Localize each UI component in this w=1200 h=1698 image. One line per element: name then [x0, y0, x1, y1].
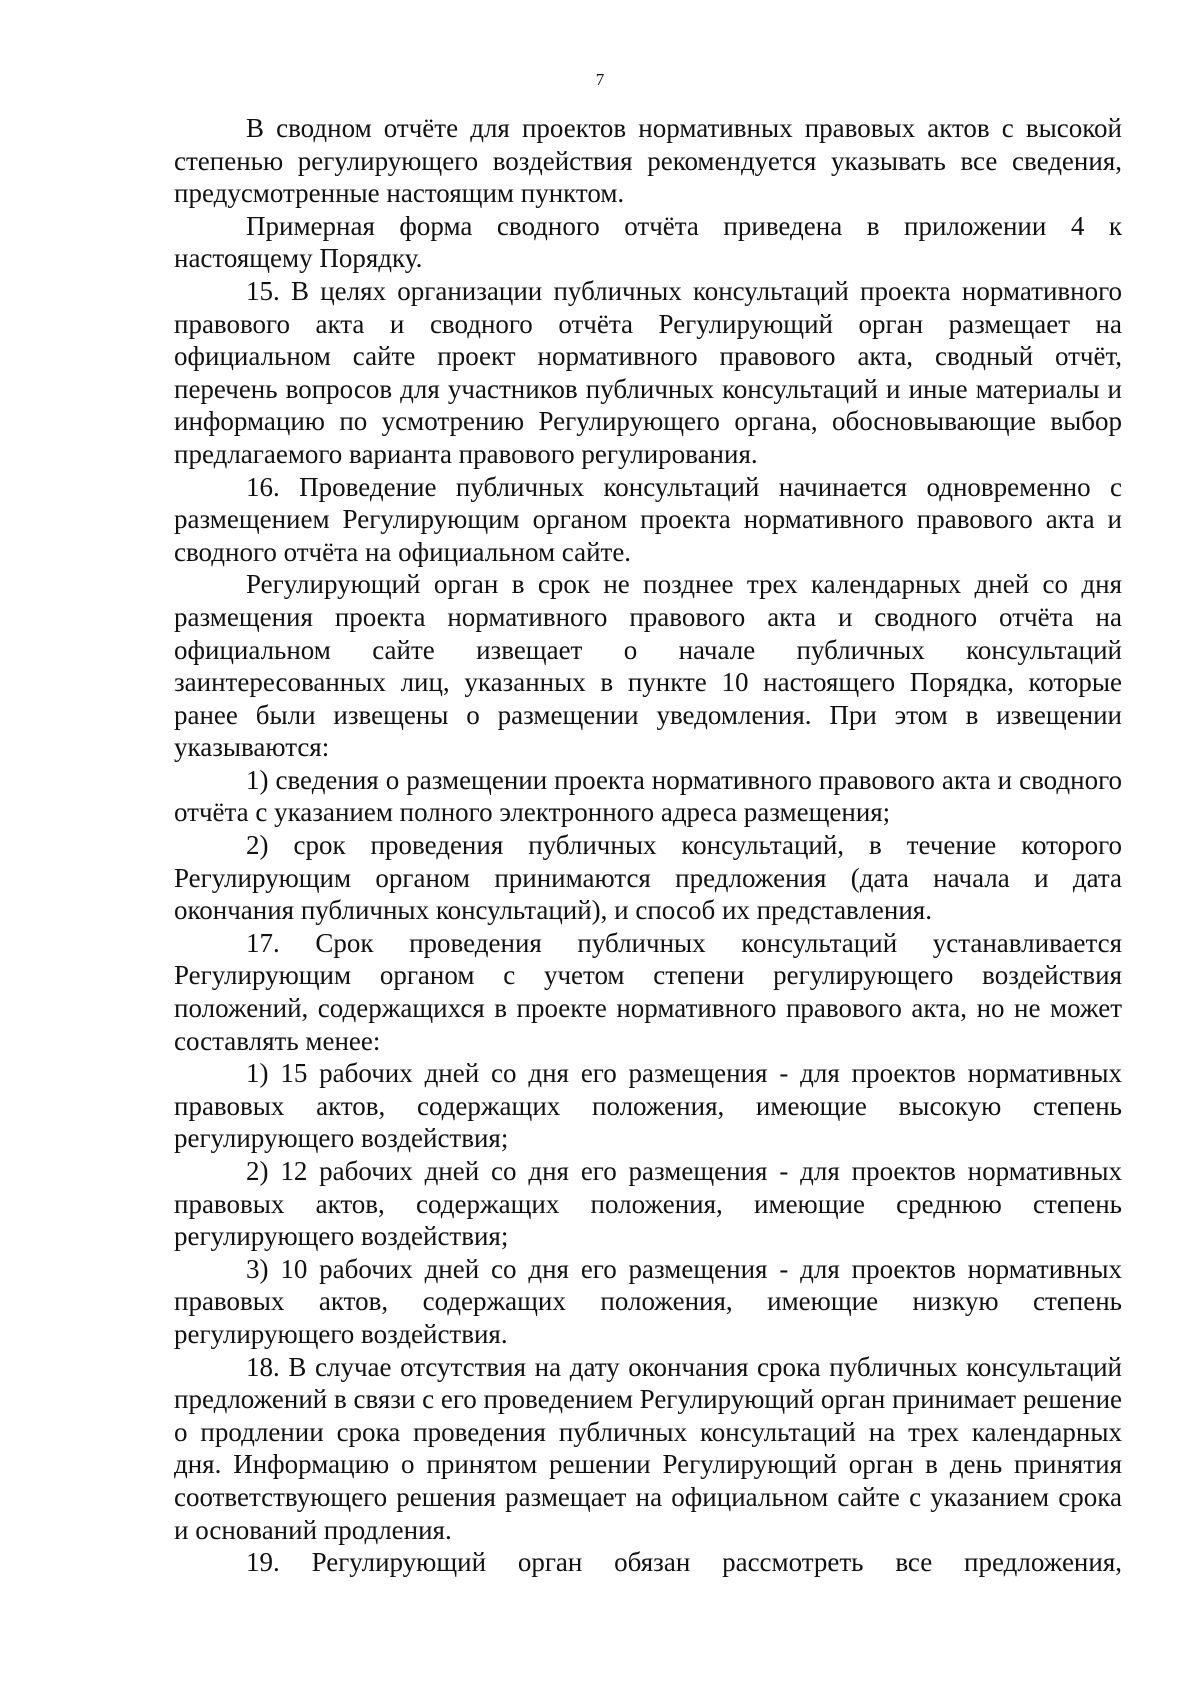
paragraph-summary-report-info: В сводном отчёте для проектов нормативных правовых актов с высокой степенью регулирующего воздействия рекомендуется указывать все сведения, предусмотренные настоящим пунктом. — [174, 113, 1122, 209]
list-item-low-impact: 3) 10 рабочих дней со дня его размещения - для проектов нормативных правовых актов, содержащих положения, имеющие низкую степень регулирующего воздействия. — [174, 1253, 1122, 1349]
list-item-placement-info: 1) сведения о размещении проекта нормативного правового акта и сводного отчёта с указанием полного электронного адреса размещения; — [174, 764, 1122, 828]
paragraph-clause-15: 15. В целях организации публичных консультаций проекта нормативного правового акта и сводного отчёта Регулирующий орган размещает на официальном сайте проект нормативного правового акта, сводный отчёт, перечень вопросов для участников публичных консультаций и иные материалы и информацию по усмотрению Регулирующего органа, обосновывающие выбор предлагаемого варианта правового регулирования. — [174, 275, 1122, 469]
paragraph-clause-19: 19. Регулирующий орган обязан рассмотреть все предложения, — [246, 1547, 1122, 1578]
list-item-high-impact: 1) 15 рабочих дней со дня его размещения - для проектов нормативных правовых актов, содержащих положения, имеющие высокую степень регулирующего воздействия; — [174, 1058, 1122, 1154]
paragraph-notification: Регулирующий орган в срок не позднее трех календарных дней со дня размещения проекта нормативного правового акта и сводного отчёта на официальном сайте извещает о начале публичных консультаций заинтересованных лиц, указанных в пункте 10 настоящего Порядка, которые ранее были извещены о размещении уведомления. При этом в извещении указываются: — [174, 569, 1122, 763]
paragraph-clause-18: 18. В случае отсутствия на дату окончания срока публичных консультаций предложений в связи с его проведением Регулирующий орган принимает решение о продлении срока проведения публичных консультаций на трех календарных дня. Информацию о принятом решении Регулирующий орган в день принятия соответствующего решения размещает на официальном сайте с указанием срока и оснований продления. — [174, 1351, 1122, 1545]
paragraph-clause-16: 16. Проведение публичных консультаций начинается одновременно с размещением Регулирующим органом проекта нормативного правового акта и сводного отчёта на официальном сайте. — [174, 471, 1122, 567]
paragraph-appendix-reference: Примерная форма сводного отчёта приведена в приложении 4 к настоящему Порядку. — [174, 210, 1122, 274]
paragraph-clause-17: 17. Срок проведения публичных консультаций устанавливается Регулирующим органом с учетом степени регулирующего воздействия положений, содержащихся в проекте нормативного правового акта, но не может составлять менее: — [174, 927, 1122, 1056]
list-item-consultation-period: 2) срок проведения публичных консультаций, в течение которого Регулирующим органом принимаются предложения (дата начала и дата окончания публичных консультаций), и способ их представления. — [174, 830, 1122, 926]
list-item-medium-impact: 2) 12 рабочих дней со дня его размещения - для проектов нормативных правовых актов, содержащих положения, имеющие среднюю степень регулирующего воздействия; — [174, 1156, 1122, 1252]
document-body — [174, 112, 1122, 1579]
page-number: 7 — [595, 70, 605, 89]
